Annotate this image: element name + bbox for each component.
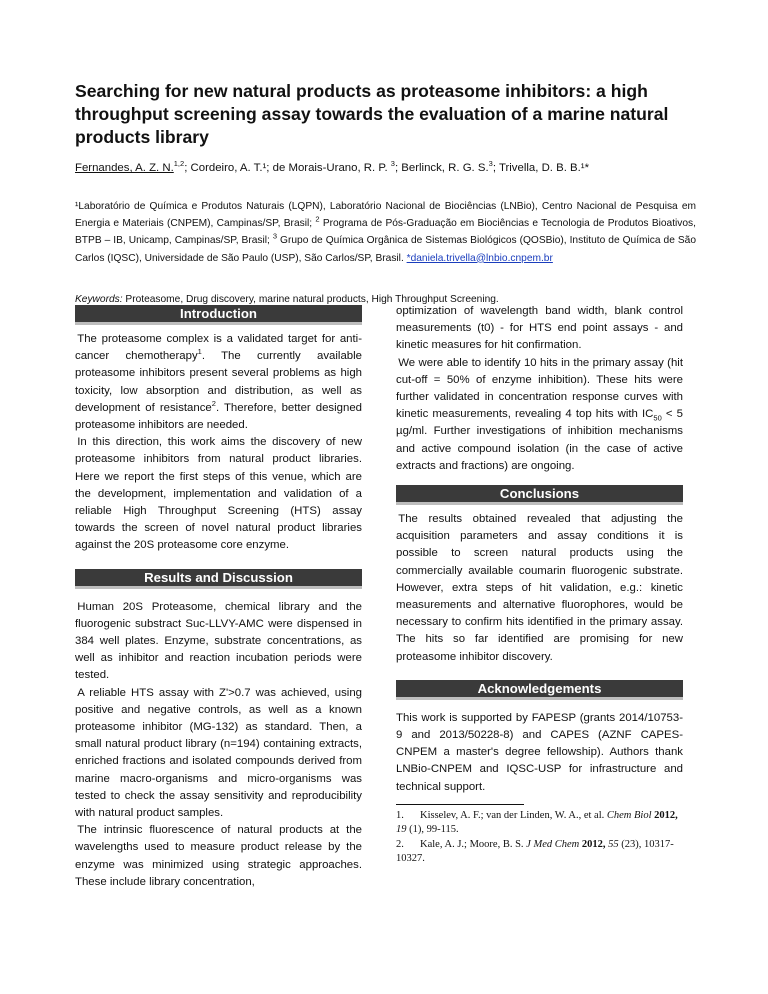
intro-ref-2: 2 xyxy=(211,399,216,409)
reference-volume: 19 xyxy=(396,824,407,836)
intro-p1-text-a: The proteasome complex is a validated target for anti-cancer chemotherapy xyxy=(75,333,362,363)
affiliations xyxy=(75,198,696,267)
intro-p1-text-c: . Therefore, better designed proteasome inhibitors are needed. xyxy=(75,401,362,432)
results-paragraph-4: optimization of wavelength band width, blank control measurements (t0) - for HTS end point assays - and kinetic measures for hit confirmation. xyxy=(396,305,683,352)
reference-item xyxy=(396,838,683,867)
reference-journal: J Med Chem xyxy=(526,838,580,850)
author-list-b: ; Berlinck, R. G. S. xyxy=(394,162,489,174)
results-paragraph-3: The intrinsic fluorescence of natural products at the wavelengths used to measure product release by the enzyme was minimized using strategic approaches. These include library concentration, xyxy=(75,824,362,888)
corresponding-email-link[interactable]: *daniela.trivella@lnbio.cnpem.br xyxy=(406,252,553,264)
introduction-heading: Introduction xyxy=(75,305,362,325)
author-affil-c: 3 xyxy=(488,159,493,169)
affiliation-3: Grupo de Química Orgânica de Sistemas Biológicos (QOSBio), Instituto de Química de São Carlos (IQSC), Universidade de São Paulo (USP), São Carlos/SP, Brasil. xyxy=(75,235,696,264)
author-first: Fernandes, A. Z. N. xyxy=(75,162,174,174)
results-p5-text-b: < 5 µg/ml. Further investigations of inhibition mechanisms and active compound isolation (in the case of active extracts and fractions) are ongoing. xyxy=(396,408,683,472)
reference-pages: (1), 99-115. xyxy=(406,824,459,836)
reference-journal: Chem Biol xyxy=(606,809,652,821)
introduction-paragraph-1 xyxy=(75,331,362,434)
reference-year: 2012, xyxy=(651,809,678,821)
reference-number: 2. xyxy=(396,838,404,850)
author-list xyxy=(75,161,695,175)
reference-volume: 55 xyxy=(605,838,619,850)
ic50-subscript: 50 xyxy=(653,413,662,423)
affiliation-1: ¹Laboratório de Química e Produtos Naturais (LQPN), Laboratório Nacional de Biociências (LNBio), Centro Nacional de Pesquisa em Energia e Materiais (CNPEM), Campinas/SP, Brasil; xyxy=(75,201,696,230)
reference-item xyxy=(396,809,683,838)
results-paragraph-1: Human 20S Proteasome, chemical library and the fluorogenic substract Suc-LLVY-AMC were dispensed in 384 well plates. Enzyme, substrate concentrations, as well as inhibitor and reaction incubation periods were tested. xyxy=(75,600,362,682)
paper-title: Searching for new natural products as proteasome inhibitors: a high throughput screening assay towards the evaluation of a marine natural products library xyxy=(75,81,669,147)
intro-p1-text-b: . The currently available proteasome inhibitors present several problems as high toxicity, low absorption and distribution, as well as development of resistance xyxy=(75,350,362,414)
reference-authors: Kale, A. J.; Moore, B. S. xyxy=(420,838,527,850)
reference-pages: (23), 10317-10327. xyxy=(396,838,674,865)
introduction-paragraph-2: In this direction, this work aims the discovery of new proteasome inhibitors from natural product libraries. Here we report the first steps of this venue, which are the development, implementation and validation of a reliable High Throughput Screening (HTS) assay towards the screen of novel natural product libraries against the 20S proteasome core enzyme. xyxy=(75,436,362,552)
reference-list xyxy=(396,809,683,867)
affiliation-3-marker: 3 xyxy=(272,232,278,242)
results-heading: Results and Discussion xyxy=(75,569,362,589)
reference-year: 2012, xyxy=(579,838,606,850)
author-list-c: ; Trivella, D. B. B.¹* xyxy=(492,162,590,174)
results-paragraph-5 xyxy=(396,355,683,475)
reference-authors: Kisselev, A. F.; van der Linden, W. A., et al. xyxy=(420,809,607,821)
conclusions-paragraph: The results obtained revealed that adjusting the acquisition parameters and assay conditions it is possible to screen natural products using the commercially available coumarin fluorogenic substrate. However, extra steps of hit validation, e.g.: kinetic measurements and alternative fluorophores, would be necessary to confirm hits identified in the primary assay. The hits so far identified are promising for new proteasome inhibitor discovery. xyxy=(396,513,683,663)
author-first-affil: 1,2 xyxy=(173,159,185,169)
affiliation-2-marker: 2 xyxy=(315,214,320,224)
results-p5-text-a: We were able to identify 10 hits in the primary assay (hit cut-off = 50% of enzyme inhibition). These hits were further validated in concentration response curves with kinetic measurements, revealing 4 top hits with IC xyxy=(396,356,683,421)
intro-ref-1: 1 xyxy=(197,347,202,357)
acknowledgements-heading: Acknowledgements xyxy=(396,680,683,700)
results-paragraph-2: A reliable HTS assay with Z'>0.7 was achieved, using positive and negative controls, as well as a known proteasome inhibitor (MG-132) as standard. Then, a small natural product library (n=194) containing extracts, enriched fractions and isolated compounds derived from marine macro-organisms and micro-organisms was tested to check the assay sensitivity and reproducibility with natural product samples. xyxy=(75,686,362,820)
keywords-label: Keywords: xyxy=(75,294,123,305)
keywords-text: Proteasome, Drug discovery, marine natural products, High Throughput Screening. xyxy=(122,294,499,305)
left-column xyxy=(75,305,362,891)
right-column xyxy=(396,303,683,867)
author-affil-b: 3 xyxy=(390,159,395,169)
footnote-divider xyxy=(396,804,524,805)
author-list-a: ; Cordeiro, A. T.¹; de Morais-Urano, R. P. xyxy=(184,162,391,174)
affiliation-2: Programa de Pós-Graduação em Biociências e Tecnologia de Produtos Bioativos, BTPB – IB, Unicamp, Campinas/SP, Brasil; xyxy=(75,218,696,247)
acknowledgements-paragraph: This work is supported by FAPESP (grants 2014/10753-9 and 2013/50228-8) and CAPES (AZNF CAPES-CNPEM a master's degree fellowship). Authors thank LNBio-CNPEM and IQSC-USP for infrastructure and technical support. xyxy=(396,711,683,793)
reference-number: 1. xyxy=(396,809,404,821)
conclusions-heading: Conclusions xyxy=(396,485,683,505)
